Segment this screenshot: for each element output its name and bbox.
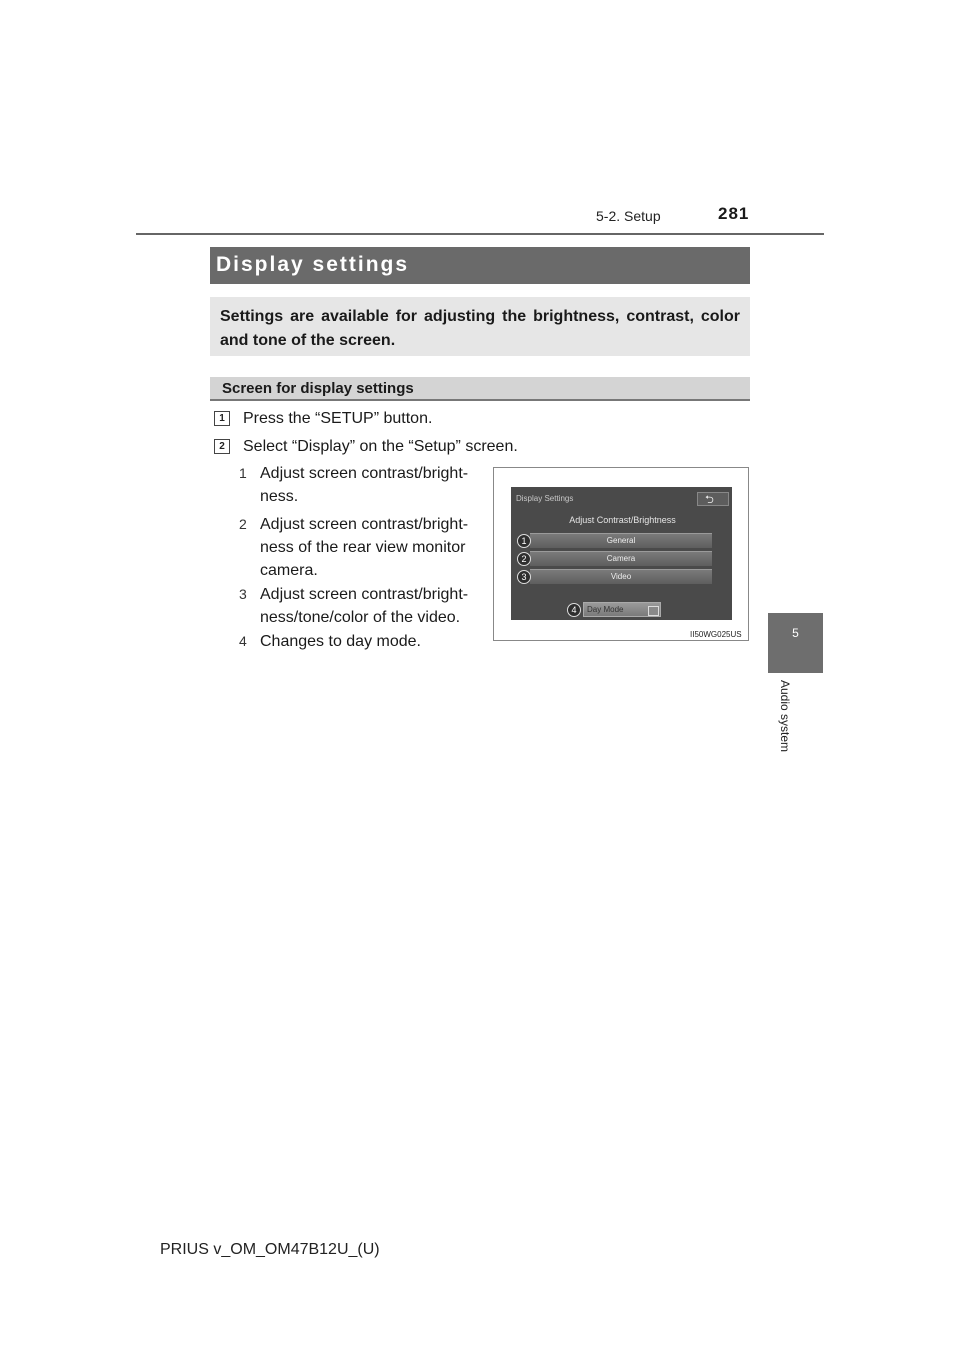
day-mode-button[interactable]: Day Mode <box>583 602 661 617</box>
day-mode-checkbox[interactable] <box>648 606 659 616</box>
figure-marker-2: 2 <box>517 552 531 566</box>
chapter-title: Audio system <box>778 680 792 753</box>
callout-text-2 <box>260 513 468 582</box>
back-arrow-icon: ⮌ <box>705 494 714 506</box>
callout-2-line-2: ness of the rear view monitor <box>260 539 466 556</box>
step-text-2: Select “Display” on the “Setup” screen. <box>243 438 518 455</box>
camera-button[interactable]: Camera <box>530 551 712 566</box>
figure-marker-3: 3 <box>517 570 531 584</box>
step-number-2: 2 <box>214 439 230 454</box>
callout-text-4 <box>260 630 421 653</box>
callout-2-line-3: camera. <box>260 562 318 579</box>
callout-text-3 <box>260 583 468 629</box>
callout-4-line-1: Changes to day mode. <box>260 633 421 650</box>
callout-marker-1: 1 <box>239 465 247 481</box>
callout-text-1 <box>260 462 468 508</box>
subheading: Screen for display settings <box>210 377 750 401</box>
callout-marker-2: 2 <box>239 516 247 532</box>
footer-doc-id: PRIUS v_OM_OM47B12U_(U) <box>160 1241 380 1258</box>
callout-2-line-1: Adjust screen contrast/bright- <box>260 516 469 533</box>
section-label: 5-2. Setup <box>596 208 661 224</box>
figure-marker-1: 1 <box>517 534 531 548</box>
video-button[interactable]: Video <box>530 569 712 584</box>
callout-3-line-2: ness/tone/color of the video. <box>260 609 461 626</box>
intro-text: Settings are available for adjusting the brightness, contrast, color and tone of the screen. <box>210 297 750 356</box>
screen-subtitle: Adjust Contrast/Brightness <box>569 515 676 525</box>
step-number-1: 1 <box>214 411 230 426</box>
header-rule <box>136 233 824 235</box>
page-number: 281 <box>718 204 750 223</box>
callout-3-line-1: Adjust screen contrast/bright- <box>260 586 469 603</box>
general-button[interactable]: General <box>530 533 712 548</box>
figure-code: II50WG025US <box>690 630 742 639</box>
callout-marker-3: 3 <box>239 586 247 602</box>
figure-marker-4: 4 <box>567 603 581 617</box>
callout-marker-4: 4 <box>239 633 247 649</box>
step-text-1: Press the “SETUP” button. <box>243 410 433 427</box>
chapter-tab <box>768 613 823 673</box>
callout-1-line-2: ness. <box>260 488 299 505</box>
page-title: Display settings <box>210 247 750 284</box>
screen-title: Display Settings <box>516 494 574 503</box>
chapter-number: 5 <box>792 626 799 640</box>
callout-1-line-1: Adjust screen contrast/bright- <box>260 465 469 482</box>
